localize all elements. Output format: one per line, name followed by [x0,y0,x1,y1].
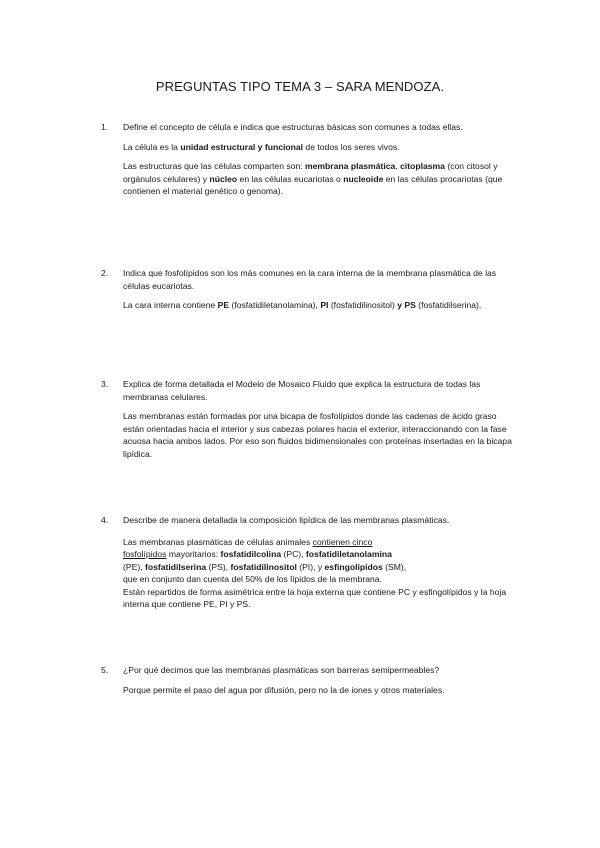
answer-text: (fosfatidiletanolamina), [229,300,321,310]
question-number: 3. [101,379,109,389]
answer-underlined-text: contienen cinco [312,536,373,547]
answer-text: Las membranas plasmáticas de células animales [123,536,313,547]
answer-text: de todos los seres vivos. [303,141,400,152]
answer-paragraph [123,141,514,154]
answer-line: Están repartidos de forma asimétrica entre la hoja externa que contiene PC y esfingolípidos y la hoja interna que contiene PE, PI y PS. [123,586,507,609]
answer-text: (con citosol y orgánulos celulares) y [123,161,498,184]
answer-text: (PS), [206,561,231,572]
answer [123,410,514,460]
question-number: 4. [101,515,109,525]
answer-bold-term: citoplasma [400,161,445,171]
answer-text: (fosfatidilinositol) [328,300,398,310]
answer-text: , [395,161,401,171]
answer-text: (PE), [123,561,145,572]
answer-bold-term: fosfatidilinositol [230,561,297,572]
question-number: 5. [101,665,109,675]
question-text: Indica que fosfolípidos son los más comunes en la cara interna de la membrana plasmática de las células eucariotas. [123,268,497,291]
answer-paragraph [123,299,514,312]
answer-bold-term: PE [217,300,230,310]
question-4 [101,514,514,611]
answer-text: (SM), [382,561,407,572]
answer-bold-term: unidad estructural y funcional [180,141,304,152]
answer-bold-term: fosfatidiletanolamina [305,549,392,559]
question-text: Define el concepto de célula e indica que estructuras básicas son comunes a todas ellas. [123,122,463,132]
answer-line [123,561,514,574]
answer-text: mayoritarios: [166,549,221,559]
answer [123,299,514,312]
answer-paragraph [123,160,514,198]
answer-bold-term: y PS [397,300,416,310]
answer-paragraph: Porque permite el paso del agua por difusión, pero no la de iones y otros materiales. [123,684,445,695]
answer [123,141,514,198]
answer-text: Las estructuras que las células comparten son: [123,161,305,171]
answer-bold-term: esfingolípidos [324,561,383,572]
question-number: 2. [101,268,109,278]
answer-line: que en conjunto dan cuenta del 50% de los lípidos de la membrana. [123,574,382,584]
answer-bold-term: fosfatidilserina [144,561,207,572]
answer-text: La cara interna contiene [123,300,218,310]
question-2 [101,267,514,319]
answer-line [123,548,514,561]
answer-bold-term: fosfatidilcolina [220,549,282,559]
answer [123,536,514,611]
question-number: 1. [101,122,109,132]
answer-text: La célula es la [123,141,181,152]
answer-underlined-text: fosfolípidos [123,549,167,559]
answer-paragraph: Las membranas están formadas por una bicapa de fosfolípidos donde las cadenas de ácido graso están orientadas hacia el interior y sus cabezas polares hacia el exterior, interaccionando con la fase acuosa hacia ambos lados. Por eso son fluidos bidimensionales con proteínas insertadas en la bicapa lipídica. [123,411,512,459]
answer-bold-term: nucleoide [343,173,384,184]
answer-bold-term: núcleo [209,173,238,184]
answer-bold-term: PI [320,300,329,310]
page-title: PREGUNTAS TIPO TEMA 3 – SARA MENDOZA. [155,79,445,94]
answer-line [123,536,514,549]
answer [123,684,514,697]
question-5 [101,664,514,703]
question-1 [101,121,514,205]
question-3 [101,378,514,467]
answer-text: en las células eucariotas o [237,173,344,184]
answer-text: (fosfatidilserina). [415,300,482,310]
question-text: ¿Por qué decimos que las membranas plasmáticas son barreras semipermeables? [123,665,440,675]
question-text: Explica de forma detallada el Modelo de Mosaico Fluido que explica la estructura de todas las membranas celulares. [123,379,481,402]
answer-bold-term: membrana plasmática [305,161,396,171]
answer-text: (PC), [281,549,306,559]
answer-text: (PI), y [296,561,325,572]
question-text: Describe de manera detallada la composición lipídica de las membranas plasmáticas. [123,515,450,525]
answer-text: en las células procariotas (que contienen el material genético o genoma). [123,173,503,196]
